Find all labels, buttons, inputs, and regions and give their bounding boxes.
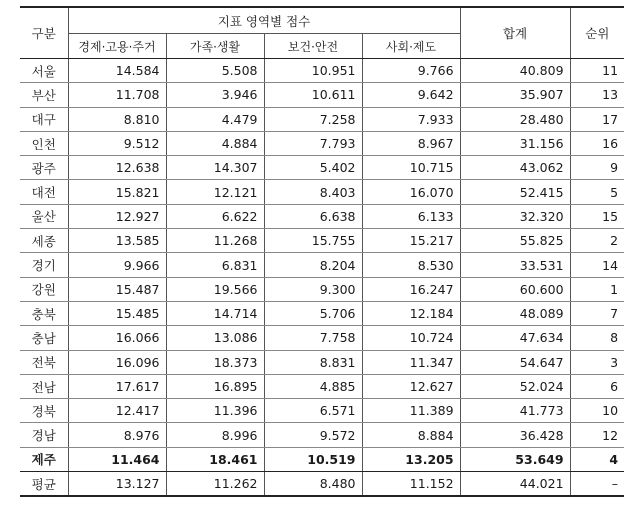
table-row (20, 277, 624, 301)
region-cell: 울산 (20, 204, 68, 228)
score-cell: 13.585 (68, 229, 166, 253)
region-cell: 경남 (20, 423, 68, 447)
score-cell: 5.706 (264, 301, 362, 325)
score-cell: 11.708 (68, 83, 166, 107)
rank-cell: 4 (570, 447, 624, 471)
score-cell: 8.403 (264, 180, 362, 204)
score-cell: 14.584 (68, 59, 166, 83)
region-cell: 대구 (20, 107, 68, 131)
rank-cell: 14 (570, 253, 624, 277)
score-cell: 8.530 (362, 253, 460, 277)
rank-cell: 13 (570, 83, 624, 107)
total-cell: 43.062 (460, 156, 570, 180)
total-cell: 53.649 (460, 447, 570, 471)
table-row (20, 350, 624, 374)
region-cell: 경기 (20, 253, 68, 277)
region-cell: 서울 (20, 59, 68, 83)
header-health: 보건·안전 (264, 34, 362, 59)
score-cell: 18.373 (166, 350, 264, 374)
score-cell: 12.927 (68, 204, 166, 228)
score-cell: 12.184 (362, 301, 460, 325)
score-cell: 14.714 (166, 301, 264, 325)
score-cell: 6.133 (362, 204, 460, 228)
total-cell: 60.600 (460, 277, 570, 301)
score-cell: 13.127 (68, 472, 166, 497)
score-cell: 10.951 (264, 59, 362, 83)
score-cell: 17.617 (68, 374, 166, 398)
table-row (20, 253, 624, 277)
score-cell: 7.793 (264, 131, 362, 155)
score-cell: 12.417 (68, 399, 166, 423)
score-cell: 15.217 (362, 229, 460, 253)
table-row (20, 156, 624, 180)
total-cell: 41.773 (460, 399, 570, 423)
score-cell: 10.724 (362, 326, 460, 350)
score-cell: 8.967 (362, 131, 460, 155)
header-indicator-group: 지표 영역별 점수 (68, 7, 460, 34)
score-cell: 5.508 (166, 59, 264, 83)
score-cell: 16.066 (68, 326, 166, 350)
score-cell: 11.464 (68, 447, 166, 471)
score-cell: 12.627 (362, 374, 460, 398)
table-row (20, 399, 624, 423)
average-row (20, 472, 624, 497)
table-row (20, 59, 624, 83)
score-cell: 11.347 (362, 350, 460, 374)
score-cell: 7.258 (264, 107, 362, 131)
region-cell: 제주 (20, 447, 68, 471)
rank-cell: 15 (570, 204, 624, 228)
score-cell: 12.121 (166, 180, 264, 204)
score-cell: 16.895 (166, 374, 264, 398)
score-cell: 7.933 (362, 107, 460, 131)
score-cell: 10.519 (264, 447, 362, 471)
header-economy: 경제·고용·주거 (68, 34, 166, 59)
score-cell: 11.389 (362, 399, 460, 423)
table-row (20, 107, 624, 131)
table-row (20, 326, 624, 350)
total-cell: 52.024 (460, 374, 570, 398)
score-cell: 5.402 (264, 156, 362, 180)
score-cell: 3.946 (166, 83, 264, 107)
score-cell: 8.996 (166, 423, 264, 447)
region-cell: 전북 (20, 350, 68, 374)
score-cell: 8.884 (362, 423, 460, 447)
score-cell: 9.512 (68, 131, 166, 155)
rank-cell: – (570, 472, 624, 497)
region-cell: 대전 (20, 180, 68, 204)
region-cell: 강원 (20, 277, 68, 301)
score-cell: 6.571 (264, 399, 362, 423)
score-cell: 10.611 (264, 83, 362, 107)
rank-cell: 16 (570, 131, 624, 155)
score-cell: 8.204 (264, 253, 362, 277)
region-cell: 전남 (20, 374, 68, 398)
table-row (20, 301, 624, 325)
region-cell: 인천 (20, 131, 68, 155)
table-body (20, 59, 624, 497)
header-total: 합계 (460, 7, 570, 59)
score-table (20, 6, 624, 497)
score-cell: 15.821 (68, 180, 166, 204)
region-cell: 평균 (20, 472, 68, 497)
score-cell: 4.885 (264, 374, 362, 398)
total-cell: 44.021 (460, 472, 570, 497)
table-row (20, 204, 624, 228)
score-cell: 8.810 (68, 107, 166, 131)
header-region: 구분 (20, 7, 68, 59)
score-cell: 4.884 (166, 131, 264, 155)
rank-cell: 10 (570, 399, 624, 423)
score-cell: 6.622 (166, 204, 264, 228)
rank-cell: 2 (570, 229, 624, 253)
region-cell: 세종 (20, 229, 68, 253)
score-cell: 7.758 (264, 326, 362, 350)
score-cell: 19.566 (166, 277, 264, 301)
score-cell: 15.487 (68, 277, 166, 301)
region-cell: 충남 (20, 326, 68, 350)
header-row (20, 7, 624, 34)
region-cell: 광주 (20, 156, 68, 180)
header-rank: 순위 (570, 7, 624, 59)
total-cell: 35.907 (460, 83, 570, 107)
region-cell: 충북 (20, 301, 68, 325)
total-cell: 28.480 (460, 107, 570, 131)
score-cell: 10.715 (362, 156, 460, 180)
score-cell: 9.766 (362, 59, 460, 83)
rank-cell: 8 (570, 326, 624, 350)
score-cell: 13.205 (362, 447, 460, 471)
score-cell: 11.152 (362, 472, 460, 497)
table-row (20, 374, 624, 398)
table-row (20, 447, 624, 471)
score-cell: 11.262 (166, 472, 264, 497)
total-cell: 32.320 (460, 204, 570, 228)
score-cell: 9.642 (362, 83, 460, 107)
rank-cell: 1 (570, 277, 624, 301)
score-cell: 8.976 (68, 423, 166, 447)
score-cell: 6.831 (166, 253, 264, 277)
score-cell: 9.300 (264, 277, 362, 301)
rank-cell: 11 (570, 59, 624, 83)
rank-cell: 6 (570, 374, 624, 398)
total-cell: 40.809 (460, 59, 570, 83)
total-cell: 33.531 (460, 253, 570, 277)
rank-cell: 7 (570, 301, 624, 325)
total-cell: 54.647 (460, 350, 570, 374)
score-cell: 16.247 (362, 277, 460, 301)
region-cell: 부산 (20, 83, 68, 107)
score-cell: 11.268 (166, 229, 264, 253)
score-cell: 4.479 (166, 107, 264, 131)
table-row (20, 83, 624, 107)
score-cell: 14.307 (166, 156, 264, 180)
header-society: 사회·제도 (362, 34, 460, 59)
score-cell: 9.572 (264, 423, 362, 447)
score-cell: 18.461 (166, 447, 264, 471)
score-cell: 15.485 (68, 301, 166, 325)
rank-cell: 9 (570, 156, 624, 180)
total-cell: 31.156 (460, 131, 570, 155)
score-cell: 12.638 (68, 156, 166, 180)
score-table-container (20, 6, 622, 497)
table-row (20, 423, 624, 447)
table-row (20, 180, 624, 204)
score-cell: 13.086 (166, 326, 264, 350)
total-cell: 52.415 (460, 180, 570, 204)
score-cell: 8.831 (264, 350, 362, 374)
total-cell: 48.089 (460, 301, 570, 325)
score-cell: 16.096 (68, 350, 166, 374)
score-cell: 6.638 (264, 204, 362, 228)
table-row (20, 131, 624, 155)
rank-cell: 3 (570, 350, 624, 374)
table-row (20, 229, 624, 253)
rank-cell: 17 (570, 107, 624, 131)
score-cell: 11.396 (166, 399, 264, 423)
score-cell: 15.755 (264, 229, 362, 253)
rank-cell: 12 (570, 423, 624, 447)
score-cell: 9.966 (68, 253, 166, 277)
total-cell: 36.428 (460, 423, 570, 447)
total-cell: 55.825 (460, 229, 570, 253)
score-cell: 16.070 (362, 180, 460, 204)
rank-cell: 5 (570, 180, 624, 204)
header-family: 가족·생활 (166, 34, 264, 59)
score-cell: 8.480 (264, 472, 362, 497)
region-cell: 경북 (20, 399, 68, 423)
total-cell: 47.634 (460, 326, 570, 350)
